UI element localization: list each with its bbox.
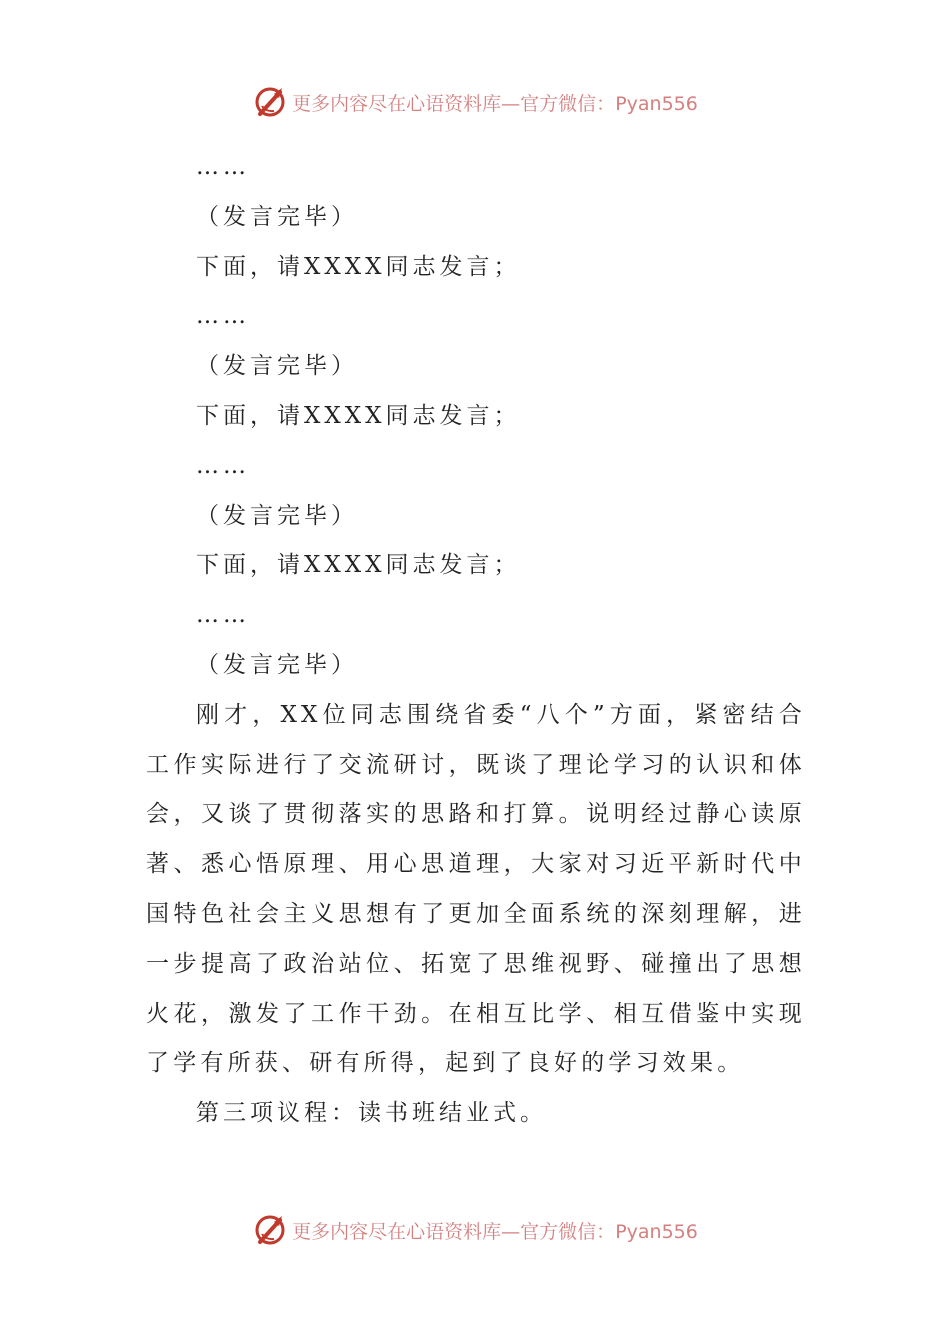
banner-wechat-id: Pyan556: [615, 1220, 698, 1243]
next-speaker-line: 下面，请XXXX同志发言；: [196, 402, 521, 429]
next-speaker-line: 下面，请XXXX同志发言；: [196, 253, 521, 280]
document-body: [146, 143, 806, 1139]
speech-ended-line: （发言完毕）: [196, 353, 358, 380]
banner-official-label: 官方微信：: [520, 92, 616, 115]
ellipsis-line: ……: [196, 154, 250, 180]
banner-text: [292, 1217, 698, 1244]
next-speaker-line: 下面，请XXXX同志发言；: [196, 552, 521, 579]
pen-logo-icon: [252, 84, 288, 120]
banner-wechat-id: Pyan556: [615, 92, 698, 115]
speech-ended-line: （发言完毕）: [196, 502, 358, 529]
pen-logo-icon: [252, 1212, 288, 1248]
ellipsis-line: ……: [196, 602, 250, 629]
banner-separator: —: [501, 1220, 521, 1243]
speech-ended-line: （发言完毕）: [196, 651, 358, 678]
agenda-line: 第三项议程：读书班结业式。: [196, 1100, 547, 1127]
banner-main-text: 更多内容尽在心语资料库: [292, 1220, 502, 1243]
header-banner: [0, 80, 950, 124]
banner-official-label: 官方微信：: [520, 1220, 616, 1243]
banner-main-text: 更多内容尽在心语资料库: [292, 92, 502, 115]
banner-text: [292, 89, 698, 116]
summary-paragraph: 刚才，XX位同志围绕省委“八个”方面，紧密结合工作实际进行了交流研讨，既谈了理论学习的认识和体会，又谈了贯彻落实的思路和打算。说明经过静心读原著、悉心悟原理、用心思道理，大家对习近平新时代中国特色社会主义思想有了更加全面系统的深刻理解，进一步提高了政治站位、拓宽了思维视野、碰撞出了思想火花，激发了工作干劲。在相互比学、相互借鉴中实现了学有所获、研有所得，起到了良好的学习效果。: [146, 701, 806, 1077]
ellipsis-line: ……: [196, 452, 250, 479]
banner-separator: —: [501, 92, 521, 115]
speech-ended-line: （发言完毕）: [196, 203, 358, 230]
footer-banner: [0, 1208, 950, 1252]
ellipsis-line: ……: [196, 303, 250, 330]
